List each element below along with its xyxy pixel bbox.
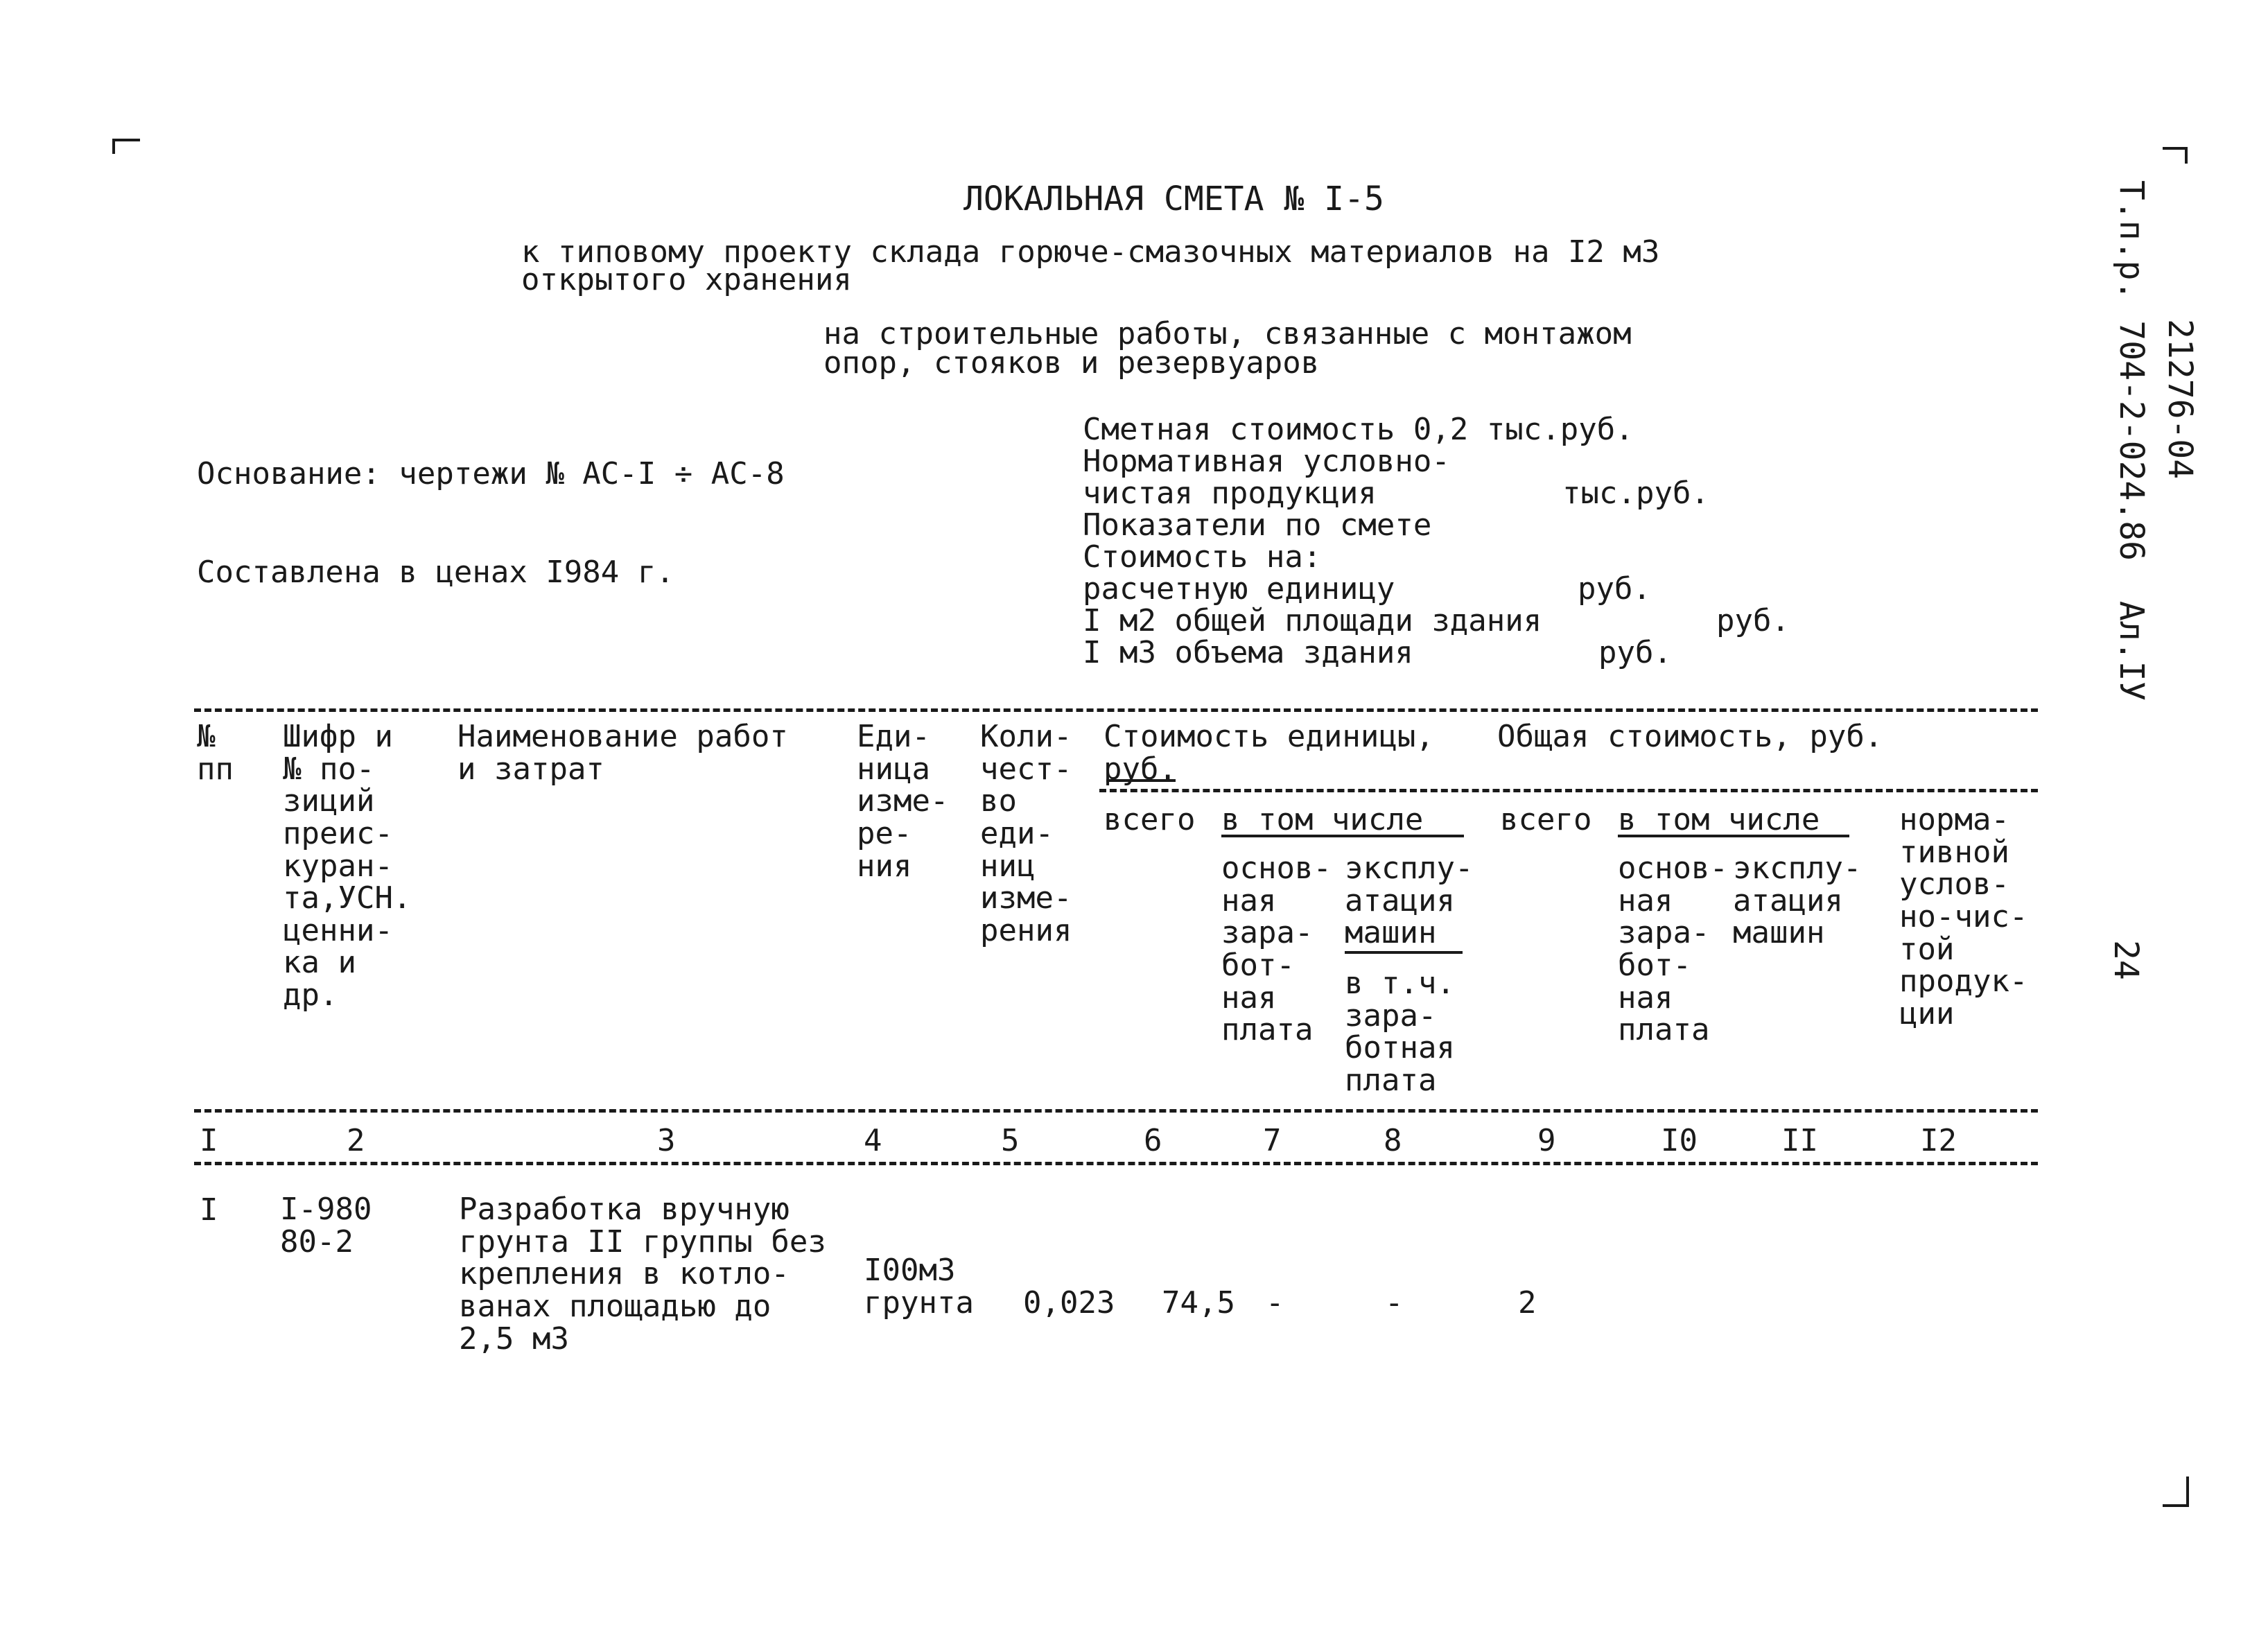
scope-line2: опор, стояков и резервуаров — [823, 345, 1320, 381]
corner-mark-bottom-right — [2163, 1504, 2189, 1507]
header-col11: эксплу- атация машин — [1733, 851, 1862, 951]
row-unit-total: 74,5 — [1162, 1285, 1235, 1321]
table-top-rule — [194, 708, 2038, 712]
row-num: I — [200, 1192, 218, 1228]
unit-machine-underline — [1345, 951, 1463, 954]
row-unit-machine: - — [1385, 1285, 1404, 1321]
header-col1: № пп — [197, 719, 234, 787]
colnum-10: I0 — [1661, 1123, 1698, 1158]
project-subtitle-line1: к типовому проекту склада горюче-смазочных материалов на I2 м3 — [521, 234, 1660, 270]
header-col10-group: в том числе — [1618, 802, 1820, 837]
row-total: 2 — [1518, 1285, 1537, 1321]
prices-text: Составлена в ценах I984 г. — [197, 555, 674, 590]
colnum-3: 3 — [657, 1123, 676, 1158]
normative-product-unit: тыс.руб. — [1562, 476, 1709, 511]
row-unit-wage: - — [1266, 1285, 1284, 1321]
colnum-5: 5 — [1001, 1123, 1020, 1158]
header-col5: Коли- чест- во еди- ниц изме- рения — [980, 719, 1072, 948]
corner-mark-top-left-v — [112, 139, 115, 154]
header-col2: Шифр и № по- зиций преис- куран- та,УСН. ценни- ка и др. — [283, 719, 412, 1013]
colnum-1: I — [200, 1123, 218, 1158]
header-col9: всего — [1500, 802, 1592, 837]
table-subheader-rule — [1099, 789, 2038, 792]
document-code: Т.п.р. 704-2-024.86 Ал.IУ — [2112, 180, 2151, 702]
corner-mark-top-left — [112, 139, 140, 141]
colnum-6: 6 — [1144, 1123, 1162, 1158]
colnum-2: 2 — [347, 1123, 365, 1158]
colnum-12: I2 — [1920, 1123, 1957, 1158]
header-col7: основ- ная зара- бот- ная плата — [1221, 851, 1332, 1048]
normative-product-label: Нормативная условно- — [1083, 444, 1450, 479]
header-col4: Еди- ница изме- ре- ния — [857, 719, 949, 884]
header-col8-sub: в т.ч. зара- ботная плата — [1345, 966, 1455, 1098]
row-unit: I00м3 грунта — [864, 1253, 974, 1321]
indicators-label: Показатели по смете — [1083, 507, 1432, 543]
header-col7-group: в том числе — [1221, 802, 1424, 837]
header-col8: эксплу- атация машин — [1345, 851, 1474, 951]
colnum-8: 8 — [1384, 1123, 1402, 1158]
volume-cost-label: I м3 объема здания — [1083, 635, 1413, 670]
header-col10: основ- ная зара- бот- ная плата — [1618, 851, 1728, 1048]
area-cost-label: I м2 общей площади здания — [1083, 603, 1542, 638]
header-col6: всего — [1104, 802, 1196, 837]
header-total-cost-group: Общая стоимость, руб. — [1497, 719, 1883, 754]
row-qty: 0,023 — [1023, 1285, 1115, 1321]
page-number: 24 — [2106, 940, 2145, 980]
calc-unit-rub: руб. — [1578, 571, 1651, 607]
cost-on-label: Стоимость на: — [1083, 539, 1322, 575]
table-header-bottom-rule — [194, 1109, 2038, 1113]
estimated-cost: Сметная стоимость 0,2 тыс.руб. — [1083, 412, 1634, 447]
project-subtitle-line2: открытого хранения — [521, 262, 852, 297]
row-name: Разработка вручную грунта II группы без крепления в котло- ванах площадью до 2,5 м3 — [459, 1192, 826, 1357]
colnum-7: 7 — [1263, 1123, 1282, 1158]
colnum-9: 9 — [1537, 1123, 1556, 1158]
colnum-11: II — [1781, 1123, 1818, 1158]
corner-mark-bottom-right-v — [2186, 1476, 2189, 1507]
scope-line1: на строительные работы, связанные с монтажом — [823, 316, 1632, 351]
colnum-4: 4 — [864, 1123, 882, 1158]
corner-mark-top-right-v — [2185, 147, 2188, 164]
area-cost-rub: руб. — [1716, 603, 1790, 638]
basis-text: Основание: чертежи № АС-I ÷ АС-8 — [197, 456, 785, 491]
calc-unit-label: расчетную единицу — [1083, 571, 1395, 607]
table-colnum-bottom-rule — [194, 1162, 2038, 1165]
header-col12: норма- тивной услов- но-чис- той продук- ции — [1899, 802, 2028, 1031]
normative-product-label2: чистая продукция — [1083, 476, 1377, 511]
corner-mark-top-right — [2163, 147, 2188, 150]
header-unit-cost-group: Стоимость единицы, руб. — [1104, 719, 1434, 787]
volume-cost-rub: руб. — [1598, 635, 1672, 670]
document-title: ЛОКАЛЬНАЯ СМЕТА № І-5 — [963, 180, 1384, 218]
header-col3: Наименование работ и затрат — [457, 719, 788, 787]
inventory-number: 21276-04 — [2161, 319, 2199, 480]
row-code: I-980 80-2 — [280, 1192, 372, 1260]
